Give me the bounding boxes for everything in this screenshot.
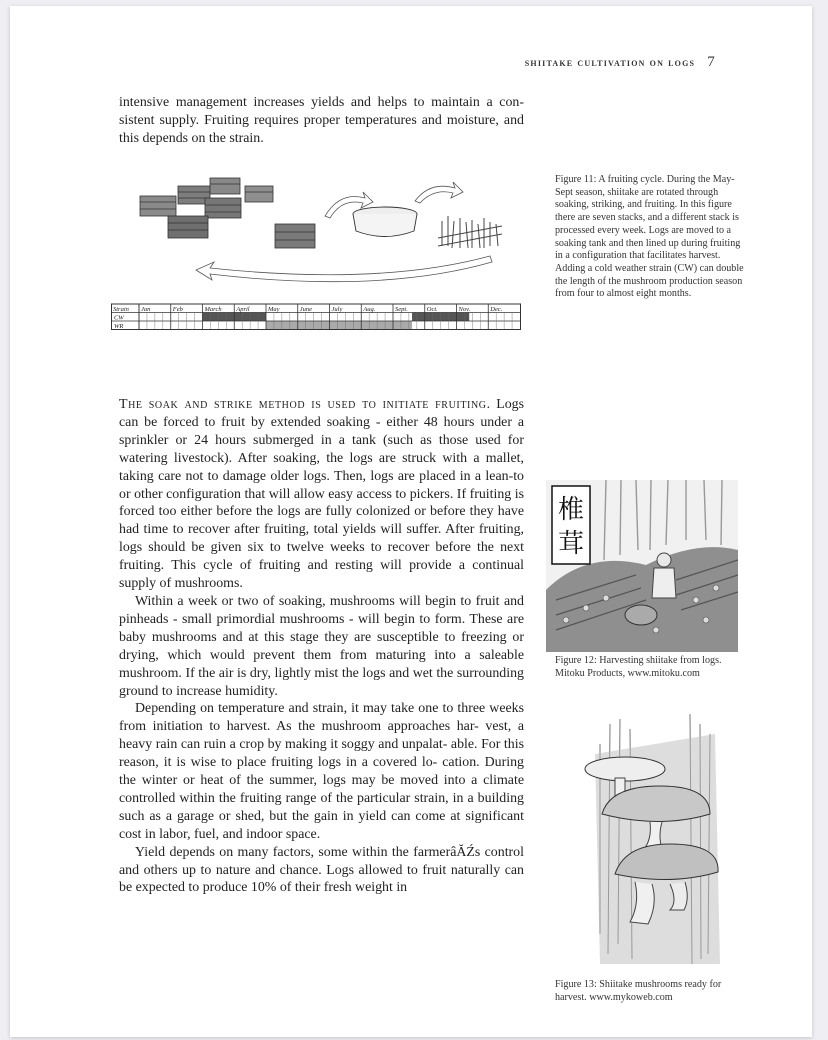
calendar-month-label: June xyxy=(299,305,313,313)
harvest-illustration xyxy=(546,480,738,652)
paragraph-1: The soak and strike method is used to initiate fruiting. Logs can be forced to fruit by extended soaking - either 48 hours under a sprinkler or 24 hours submerged in a tank (such as those used for watering livestock). After soaking, the logs are struck with a mallet, taking care not to damage older logs. Then, logs are placed in a lean-to or other configuration that will allow easy access to pickers. If fruiting is forced too either before the logs are fully colonized or before they have had time to recover after fruiting, total yields will suffer. After fruiting, logs should be given six to twelve weeks to recover before the next fruiting. This cycle of fruiting and resting will provide a continual supply of mushrooms. xyxy=(119,397,524,592)
strain-calendar xyxy=(111,303,521,337)
document-page xyxy=(10,6,812,1037)
calendar-month-label: Feb xyxy=(172,305,183,313)
fruiting-logs xyxy=(438,216,502,248)
calendar-month-label: Jan xyxy=(141,305,151,313)
figure-11-caption: Figure 11: A fruiting cycle. During the May-Sept season, shiitake are rotated through soaking, striking, and fruiting. In this figure there are seven stacks, and a different stack is processed every week. Logs are moved to a soaking tank and then lined up during fruiting in a configuration that facilitates harvest. Adding a cold weather strain (CW) can double the length of the mushroom production season from four to almost eight months. xyxy=(555,174,744,300)
log-stacks xyxy=(140,178,315,248)
mushroom-illustration xyxy=(570,714,730,969)
calendar-month-label: March xyxy=(204,305,222,313)
return-arrow xyxy=(196,256,492,282)
kanji-take: 茸 xyxy=(557,529,585,558)
fruiting-cycle-illustration xyxy=(130,176,530,296)
calendar-month-label: Nov. xyxy=(458,305,471,313)
paragraph-3: Depending on temperature and strain, it may take one to three weeks from initiation to harvest. As the mushroom approaches har- vest, a heavy rain can ruin a crop by making it soggy and unpalat- able. For this reason, it is wise to place fruiting logs in a covered lo- cation. During the winter or heat of the summer, logs may be moved into a climate controlled within the fruiting range of the particular strain, in a building such as a garage or shed, but the gain in yield can come at significant cost in labor, fuel, and indoor space. xyxy=(119,701,524,842)
paragraph-4: Yield depends on many factors, some within the farmerâĂŹs control and others up to nature and chance. Logs allowed to fruit naturally can be expected to produce 10% of their fresh weight in xyxy=(119,844,524,896)
arrow-to-fruiting xyxy=(415,182,463,203)
basket xyxy=(625,605,657,625)
figure-13-caption: Figure 13: Shiitake mushrooms ready for harvest. www.mykoweb.com xyxy=(555,979,722,1003)
calendar-month-label: April xyxy=(236,305,250,313)
calendar-month-label: Oct. xyxy=(426,305,438,313)
calendar-row-label: WR xyxy=(114,322,124,330)
section-body xyxy=(119,396,524,897)
kanji-shii: 椎 xyxy=(557,495,585,524)
calendar-month-label: May xyxy=(268,305,280,313)
calendar-month-label: Dec. xyxy=(490,305,503,313)
section-lead-in: The soak and strike method is used to initiate fruiting. xyxy=(119,397,491,412)
figure-12-caption: Figure 12: Harvesting shiitake from logs. Mitoku Products, www.mitoku.com xyxy=(555,655,722,679)
calendar-month-label: July xyxy=(331,305,343,313)
page-number: 7 xyxy=(707,54,716,70)
calendar-active-range xyxy=(266,321,412,330)
calendar-month-label: Sept. xyxy=(395,305,408,313)
calendar-header-label: Strain xyxy=(113,305,129,313)
calendar-month-label: Aug. xyxy=(363,305,376,313)
running-header xyxy=(525,54,716,71)
paragraph-2: Within a week or two of soaking, mushrooms will begin to fruit and pinheads - small primordial mushrooms - will begin to form. These are baby mushrooms and at this stage they are susceptible to freezing or drying, which would prevent them from maturing into a saleable mushroom. If the air is dry, lightly mist the logs and wet the surrounding ground to increase humidity. xyxy=(119,593,524,699)
intro-paragraph: intensive management increases yields and helps to maintain a con- sistent supply. Fruiting requires proper temperatures and moisture, and this depends on the strain. xyxy=(119,95,524,146)
calendar-row-label: CW xyxy=(114,314,124,322)
running-title: shiitake cultivation on logs xyxy=(524,57,696,69)
soaking-tank xyxy=(353,207,417,237)
